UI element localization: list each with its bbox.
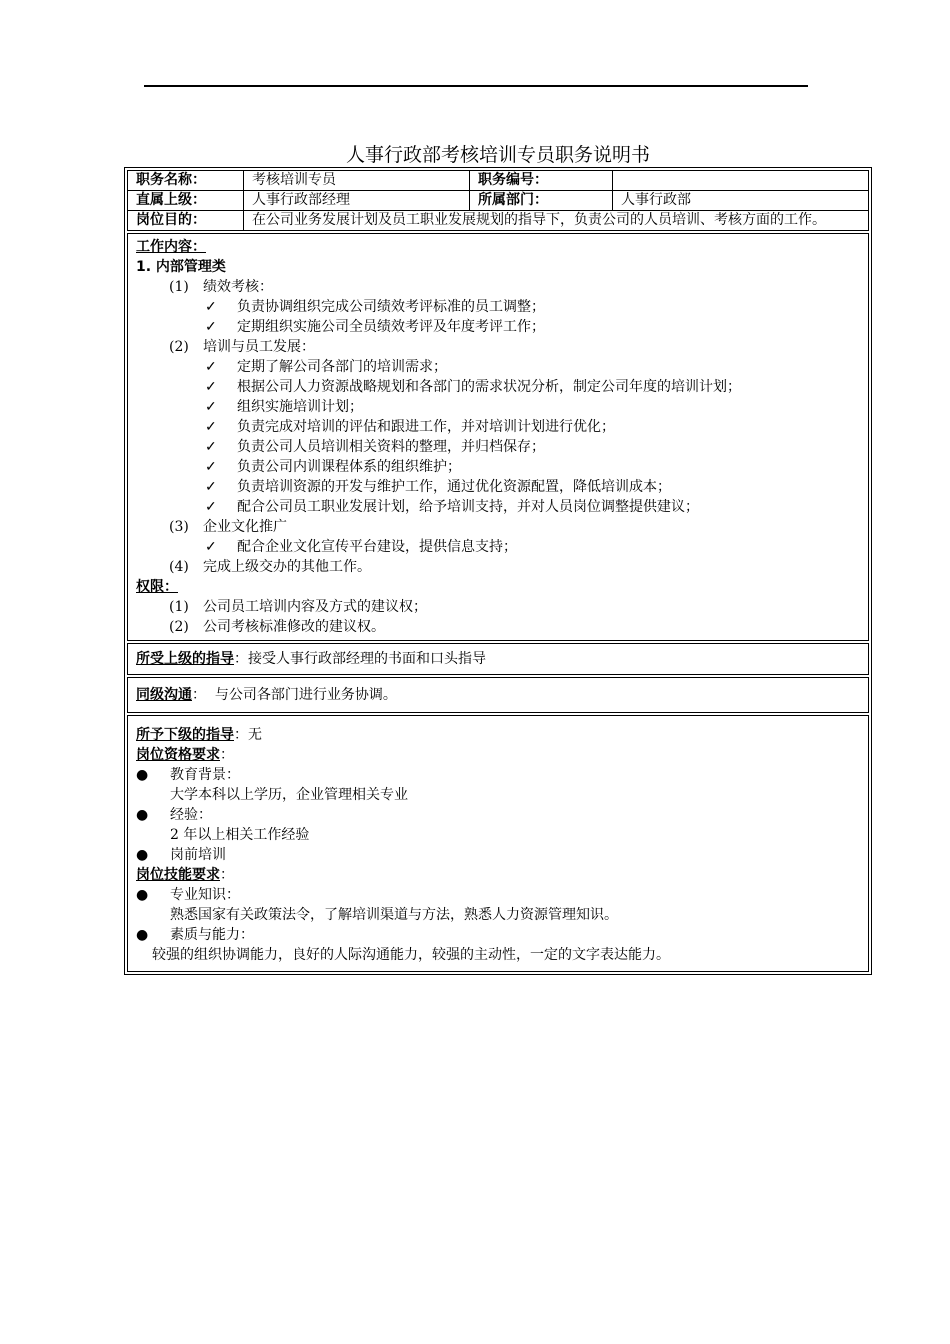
list-item (136, 397, 860, 417)
list-item (136, 885, 860, 905)
edu-label: 教育背景： (170, 767, 240, 783)
check-icon: ✓ (205, 419, 217, 435)
item-text: 根据公司人力资源战略规划和各部门的需求状况分析，制定公司年度的培训计划； (237, 379, 741, 395)
bullet-icon: ● (136, 767, 149, 783)
item-text: 负责协调组织完成公司绩效考评标准的员工调整； (237, 299, 545, 315)
purpose-row (128, 211, 869, 231)
group-heading (136, 337, 860, 357)
list-item (136, 845, 860, 865)
qualification-heading: 岗位资格要求 (136, 747, 220, 763)
work-heading: 工作内容： (136, 239, 206, 255)
list-item (136, 357, 860, 377)
item-text: 配合公司员工职业发展计划，给予培训支持，并对人员岗位调整提供建议； (237, 499, 699, 515)
check-icon: ✓ (205, 539, 217, 555)
peer-text: ： 与公司各部门进行业务协调。 (192, 687, 397, 703)
job-name-value: 考核培训专员 (244, 171, 470, 191)
edu-value: 大学本科以上学历，企业管理相关专业 (170, 787, 408, 803)
colon: ： (220, 747, 234, 763)
bullet-icon: ● (136, 807, 149, 823)
check-icon: ✓ (205, 319, 217, 335)
group-heading (136, 557, 860, 577)
section-title: 1. 内部管理类 (136, 259, 226, 275)
guidance-given-text: ：无 (234, 727, 262, 743)
authority-text: 公司员工培训内容及方式的建议权； (203, 599, 427, 615)
skills-heading-line (136, 865, 860, 885)
group-heading (136, 277, 860, 297)
superior-row (128, 191, 869, 211)
list-item (136, 417, 860, 437)
check-icon: ✓ (205, 459, 217, 475)
group-number: (2) (169, 339, 189, 355)
ability-value: 较强的组织协调能力，良好的人际沟通能力，较强的主动性，一定的文字表达能力。 (152, 947, 670, 963)
list-item (136, 765, 860, 785)
superior-value: 人事行政部经理 (244, 191, 470, 211)
list-item (136, 477, 860, 497)
group-title: 绩效考核： (203, 279, 273, 295)
guidance-received-text: ：接受人事行政部经理的书面和口头指导 (234, 651, 486, 667)
list-item (136, 297, 860, 317)
group-title: 企业文化推广 (203, 519, 287, 535)
check-icon: ✓ (205, 499, 217, 515)
job-no-value (613, 171, 869, 191)
work-content-box (127, 233, 869, 641)
group-title: 完成上级交办的其他工作。 (203, 559, 371, 575)
group-number: (1) (169, 279, 189, 295)
authority-heading: 权限： (136, 579, 178, 595)
check-icon: ✓ (205, 359, 217, 375)
dept-value: 人事行政部 (613, 191, 869, 211)
job-no-label: 职务编号： (470, 171, 613, 191)
peer-label: 同级沟通 (136, 687, 192, 703)
list-item (136, 497, 860, 517)
skills-heading: 岗位技能要求 (136, 867, 220, 883)
list-item (136, 437, 860, 457)
job-name-label: 职务名称： (128, 171, 244, 191)
job-description-sheet (124, 167, 872, 975)
dept-label: 所属部门： (470, 191, 613, 211)
check-icon: ✓ (205, 379, 217, 395)
group-number: (4) (169, 559, 189, 575)
check-icon: ✓ (205, 479, 217, 495)
knowledge-value: 熟悉国家有关政策法令，了解培训渠道与方法，熟悉人力资源管理知识。 (170, 907, 618, 923)
guidance-given-line (136, 725, 860, 745)
group-heading (136, 517, 860, 537)
item-text: 负责完成对培训的评估和跟进工作，并对培训计划进行优化； (237, 419, 615, 435)
item-text: 配合企业文化宣传平台建设，提供信息支持； (237, 539, 517, 555)
authority-item (136, 597, 860, 617)
guidance-received-box (127, 643, 869, 675)
item-text: 负责公司内训课程体系的组织维护； (237, 459, 461, 475)
item-text: 定期了解公司各部门的培训需求； (237, 359, 447, 375)
knowledge-label: 专业知识： (170, 887, 240, 903)
training-label: 岗前培训 (170, 847, 226, 863)
list-item (136, 805, 860, 825)
qualification-heading-line (136, 745, 860, 765)
item-text: 组织实施培训计划； (237, 399, 363, 415)
authority-number: (2) (169, 619, 189, 635)
exp-value: 2 年以上相关工作经验 (170, 827, 310, 843)
authority-text: 公司考核标准修改的建议权。 (203, 619, 385, 635)
bullet-icon: ● (136, 847, 149, 863)
bullet-icon: ● (136, 887, 149, 903)
authority-item (136, 617, 860, 637)
check-icon: ✓ (205, 299, 217, 315)
group-number: (3) (169, 519, 189, 535)
document-title: 人事行政部考核培训专员职务说明书 (345, 144, 650, 166)
check-icon: ✓ (205, 399, 217, 415)
exp-label: 经验： (170, 807, 212, 823)
list-item (136, 537, 860, 557)
authority-number: (1) (169, 599, 189, 615)
list-item (136, 317, 860, 337)
list-item (136, 377, 860, 397)
guidance-received-label: 所受上级的指导 (136, 651, 234, 667)
purpose-value: 在公司业务发展计划及员工职业发展规划的指导下，负责公司的人员培训、考核方面的工作。 (244, 211, 869, 231)
header-rule (144, 85, 808, 87)
item-text: 负责公司人员培训相关资料的整理，并归档保存； (237, 439, 545, 455)
list-item (136, 457, 860, 477)
item-text: 定期组织实施公司全员绩效考评及年度考评工作； (237, 319, 545, 335)
list-item (136, 925, 860, 945)
job-name-row (128, 171, 869, 191)
requirements-box (127, 715, 869, 972)
colon: ： (220, 867, 234, 883)
guidance-given-label: 所予下级的指导 (136, 727, 234, 743)
item-text: 负责培训资源的开发与维护工作，通过优化资源配置，降低培训成本； (237, 479, 671, 495)
info-table (127, 170, 869, 231)
purpose-label: 岗位目的： (128, 211, 244, 231)
peer-communication-box (127, 677, 869, 713)
check-icon: ✓ (205, 439, 217, 455)
superior-label: 直属上级： (128, 191, 244, 211)
bullet-icon: ● (136, 927, 149, 943)
ability-label: 素质与能力： (170, 927, 254, 943)
group-title: 培训与员工发展： (203, 339, 315, 355)
